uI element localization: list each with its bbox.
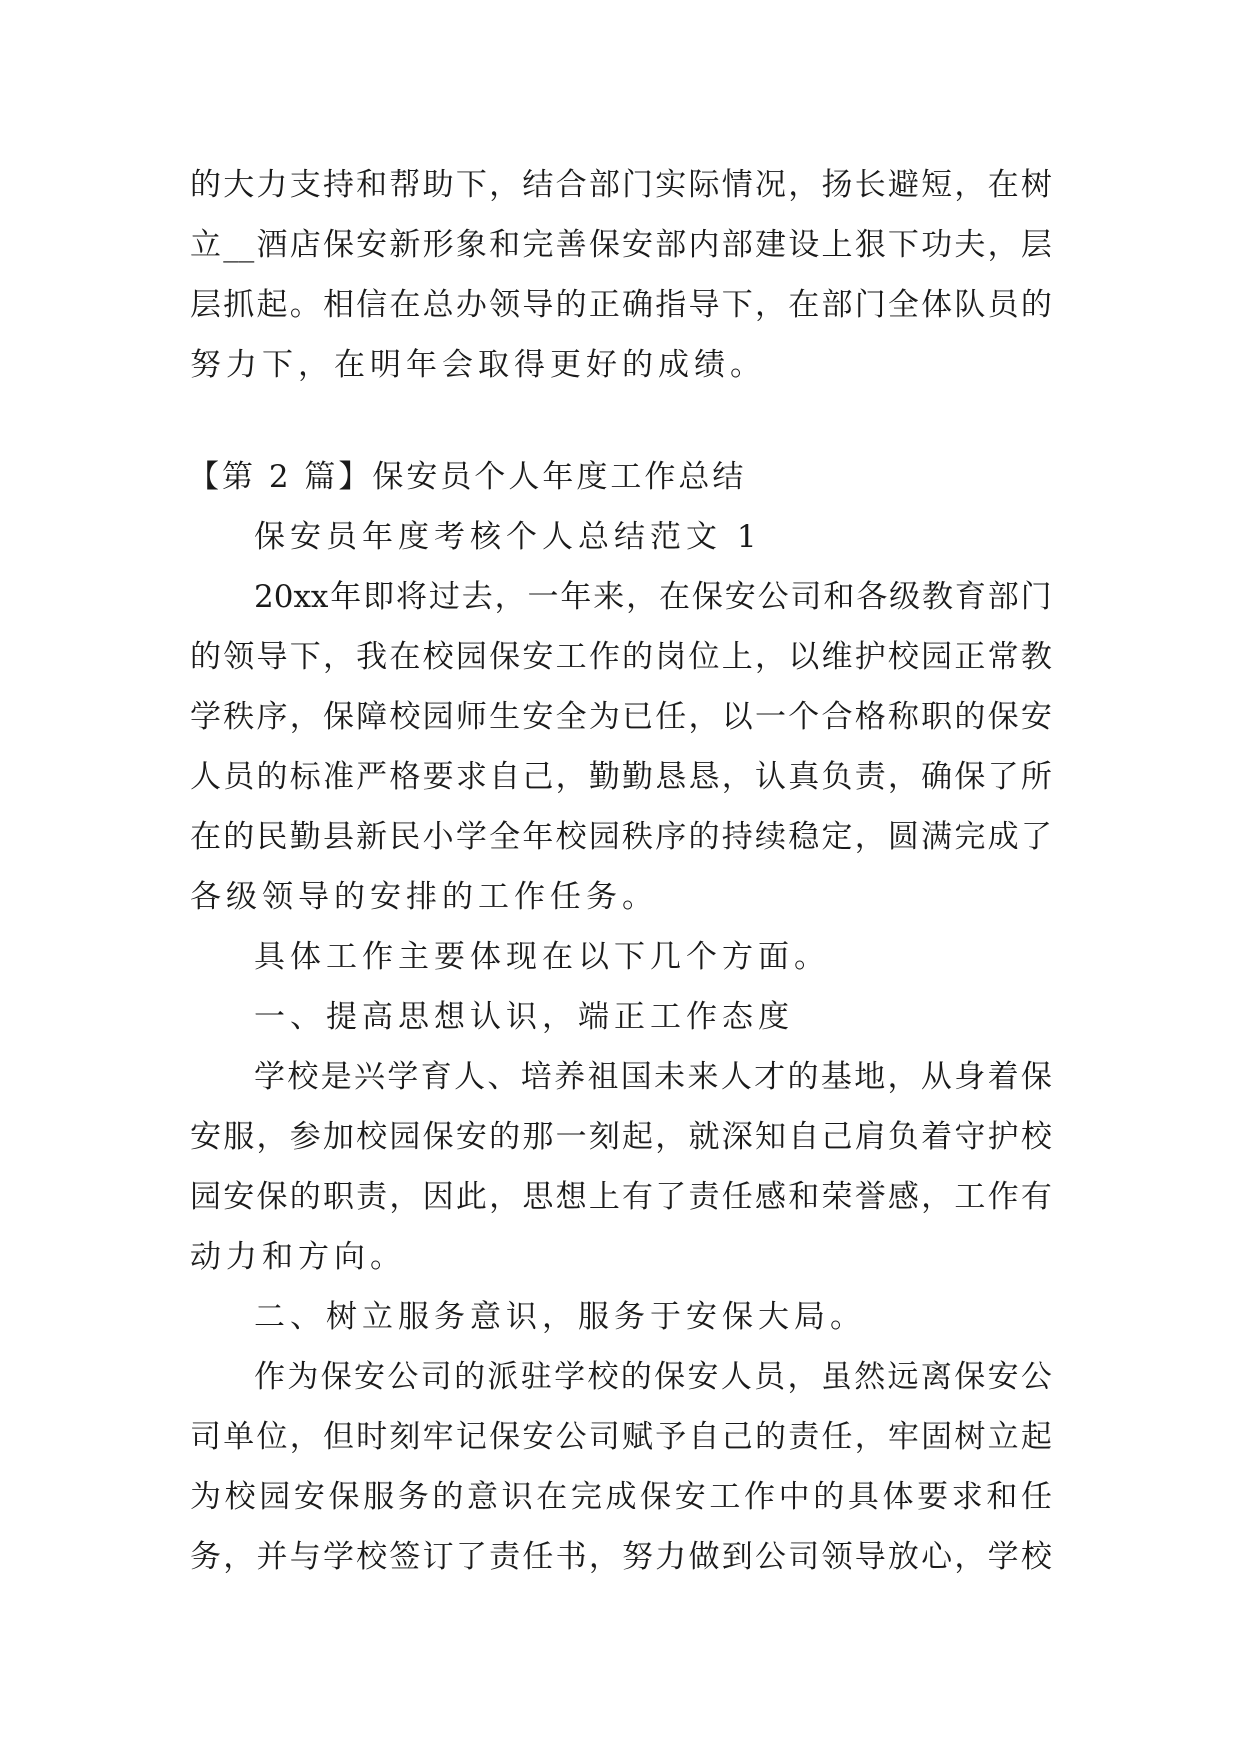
paragraph-intro	[190, 567, 1052, 927]
text-line: 层 抓 起 。 相 信 在 总 办 领 导 的 正 确 指 导 下 ， 在 部 门 全 体 队 员 的	[190, 287, 1052, 323]
text-line: 学 校 是 兴 学 育 人 、 培 养 祖 国 未 来 人 才 的 基 地 ， 从 身 着 保	[254, 1059, 1052, 1095]
text-line: 努力下，在明年会取得更好的成绩。	[190, 347, 766, 383]
paragraph-section-one	[190, 1047, 1052, 1287]
text-line: 司 单 位 ， 但 时 刻 牢 记 保 安 公 司 赋 予 自 己 的 责 任 ， 牢 固 树 立 起	[190, 1419, 1052, 1455]
article-title: 保安员年度考核个人总结范文 1	[254, 519, 762, 555]
text-line: 动力和方向。	[190, 1239, 406, 1275]
paragraph-summary: 具体工作主要体现在以下几个方面。	[254, 939, 830, 975]
text-line: 在 的 民 勤 县 新 民 小 学 全 年 校 园 秩 序 的 持 续 稳 定 ， 圆 满 完 成 了	[190, 819, 1052, 855]
text-line: 为 校 园 安 保 服 务 的 意 识 在 完 成 保 安 工 作 中 的 具 体 要 求 和 任	[190, 1479, 1052, 1515]
document-page	[190, 155, 1052, 1587]
text-line: 20xx 年 即 将 过 去 ， 一 年 来 ， 在 保 安 公 司 和 各 级 教 育 部 门	[254, 579, 1052, 615]
text-line: 安 服 ， 参 加 校 园 保 安 的 那 一 刻 起 ， 就 深 知 自 己 肩 负 着 守 护 校	[190, 1119, 1052, 1155]
paragraph-closing	[190, 155, 1052, 395]
text-line: 务 ， 并 与 学 校 签 订 了 责 任 书 ， 努 力 做 到 公 司 领 导 放 心 ， 学 校	[190, 1539, 1052, 1575]
text-line: 人 员 的 标 准 严 格 要 求 自 己 ， 勤 勤 恳 恳 ， 认 真 负 责 ， 确 保 了 所	[190, 759, 1052, 795]
paragraph-section-two	[190, 1347, 1052, 1587]
text-line: 的 领 导 下 ， 我 在 校 园 保 安 工 作 的 岗 位 上 ， 以 维 护 校 园 正 常 教	[190, 639, 1052, 675]
text-line: 立 __ 酒 店 保 安 新 形 象 和 完 善 保 安 部 内 部 建 设 上 狠 下 功 夫 ， 层	[190, 227, 1052, 263]
section-gap	[190, 395, 1052, 447]
subheading-one: 一、提高思想认识，端正工作态度	[254, 999, 794, 1035]
text-line: 作 为 保 安 公 司 的 派 驻 学 校 的 保 安 人 员 ， 虽 然 远 离 保 安 公	[254, 1359, 1052, 1395]
text-line: 园 安 保 的 职 责 ， 因 此 ， 思 想 上 有 了 责 任 感 和 荣 誉 感 ， 工 作 有	[190, 1179, 1052, 1215]
subheading-two: 二、树立服务意识，服务于安保大局。	[254, 1299, 866, 1335]
text-line: 的 大 力 支 持 和 帮 助 下 ， 结 合 部 门 实 际 情 况 ， 扬 长 避 短 ， 在 树	[190, 167, 1052, 203]
text-line: 学 秩 序 ， 保 障 校 园 师 生 安 全 为 已 任 ， 以 一 个 合 格 称 职 的 保 安	[190, 699, 1052, 735]
text-line: 各级领导的安排的工作任务。	[190, 879, 658, 915]
section-heading: 【第 2 篇】保安员个人年度工作总结	[188, 459, 747, 495]
